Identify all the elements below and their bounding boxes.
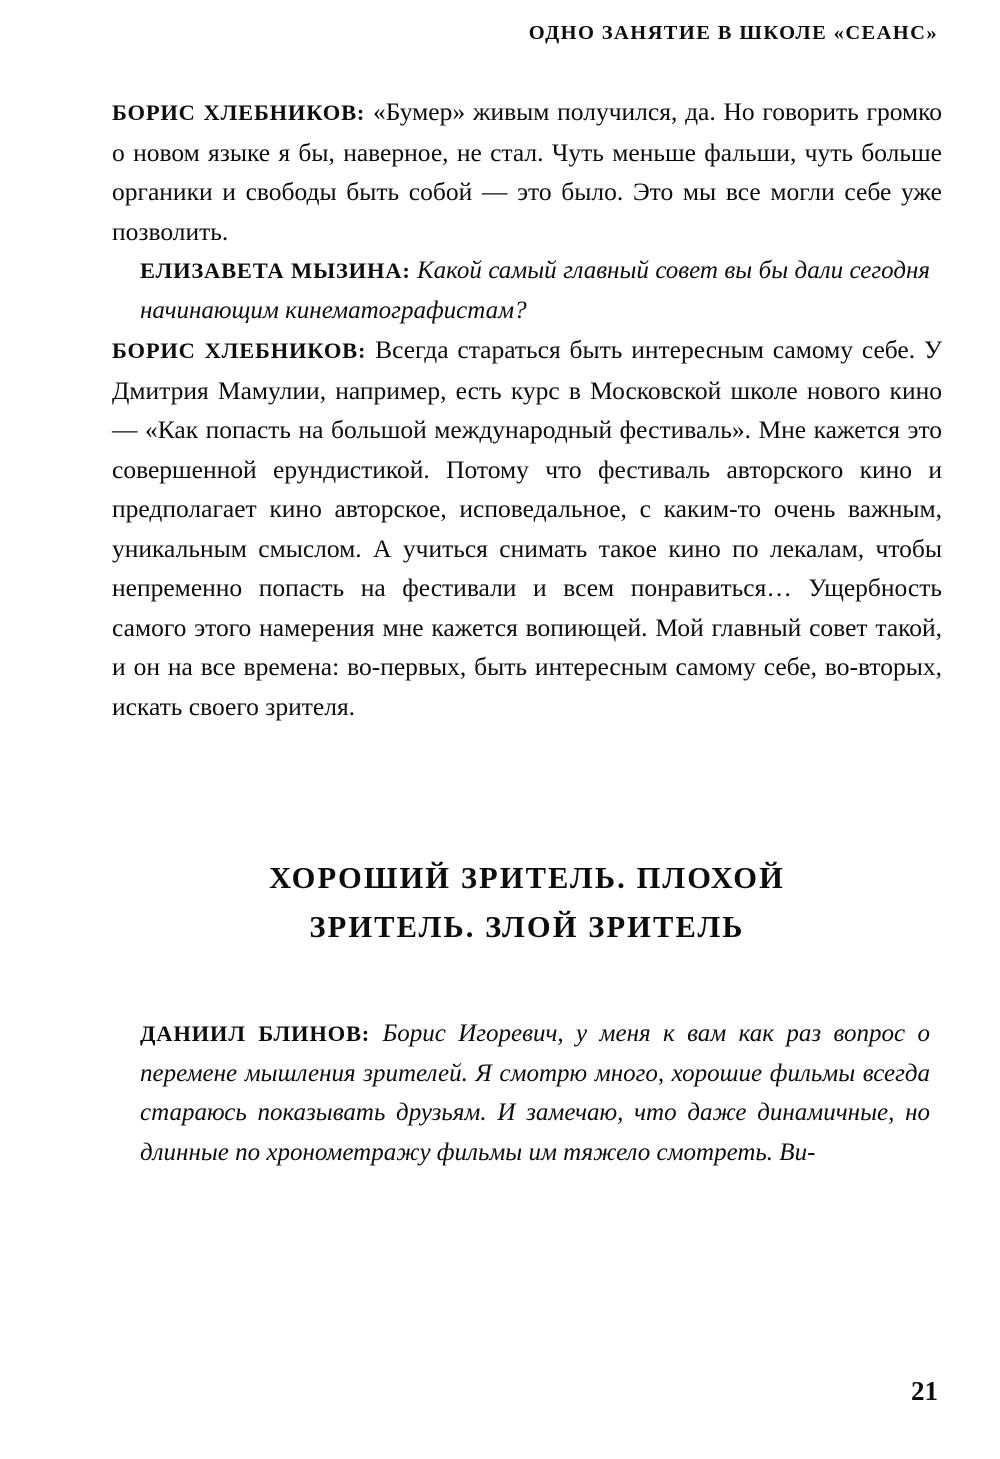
paragraph-answer-1 bbox=[112, 92, 942, 251]
spacer-after-section-title bbox=[112, 952, 942, 1014]
paragraph-text: Борис Игоревич, у меня к вам как раз вопрос о перемене мышления зрителей. Я смотрю много, хорошие фильмы всегда стараюсь показывать друзьям. И замечаю, что даже динамичные, но длинные по хронометражу фильмы им тяжело смотреть. Ви- bbox=[140, 1020, 930, 1166]
section-title bbox=[112, 854, 942, 952]
running-head: ОДНО ЗАНЯТИЕ В ШКОЛЕ «СЕАНС» bbox=[528, 22, 938, 44]
paragraph-answer-2 bbox=[112, 330, 942, 726]
paragraph-question-2 bbox=[112, 1014, 942, 1172]
page-number: 21 bbox=[911, 1376, 938, 1406]
page-content bbox=[112, 92, 942, 1172]
speaker-name: БОРИС ХЛЕБНИКОВ: bbox=[112, 100, 366, 125]
speaker-name: ЕЛИЗАВЕТА МЫЗИНА: bbox=[140, 258, 411, 283]
paragraph-question-1 bbox=[112, 251, 942, 330]
section-title-line-1: ХОРОШИЙ ЗРИТЕЛЬ. ПЛОХОЙ bbox=[269, 861, 785, 895]
paragraph-text: Какой самый главный совет вы бы дали сегодня начинающим кинематографистам? bbox=[140, 257, 930, 324]
speaker-name: БОРИС ХЛЕБНИКОВ: bbox=[112, 338, 367, 363]
paragraph-text: «Бумер» живым получился, да. Но говорить громко о новом языке я бы, наверное, не стал. Чуть меньше фальши, чуть больше органики и свободы быть собой — это было. Это мы все могли себе уже позволить. bbox=[112, 97, 942, 246]
speaker-name: ДАНИИЛ БЛИНОВ: bbox=[140, 1021, 371, 1046]
section-title-line-2: ЗРИТЕЛЬ. ЗЛОЙ ЗРИТЕЛЬ bbox=[309, 910, 745, 944]
spacer-before-section-title bbox=[112, 726, 942, 854]
paragraph-text: Всегда стараться быть интересным самому себе. У Дмитрия Мамулии, например, есть курс в Московской школе нового кино — «Как попасть на большой международный фестиваль». Мне кажется это совершенной ерундистикой. Потому что фестиваль авторского кино и предполагает кино авторское, исповедальное, с каким-то очень важным, уникальным смыслом. А учиться снимать такое кино по лекалам, чтобы непременно попасть на фестивали и всем понравиться… Ущербность самого этого намерения мне кажется вопиющей. Мой главный совет такой, и он на все времена: во-первых, быть интересным самому себе, во-вторых, искать своего зрителя. bbox=[112, 335, 943, 721]
